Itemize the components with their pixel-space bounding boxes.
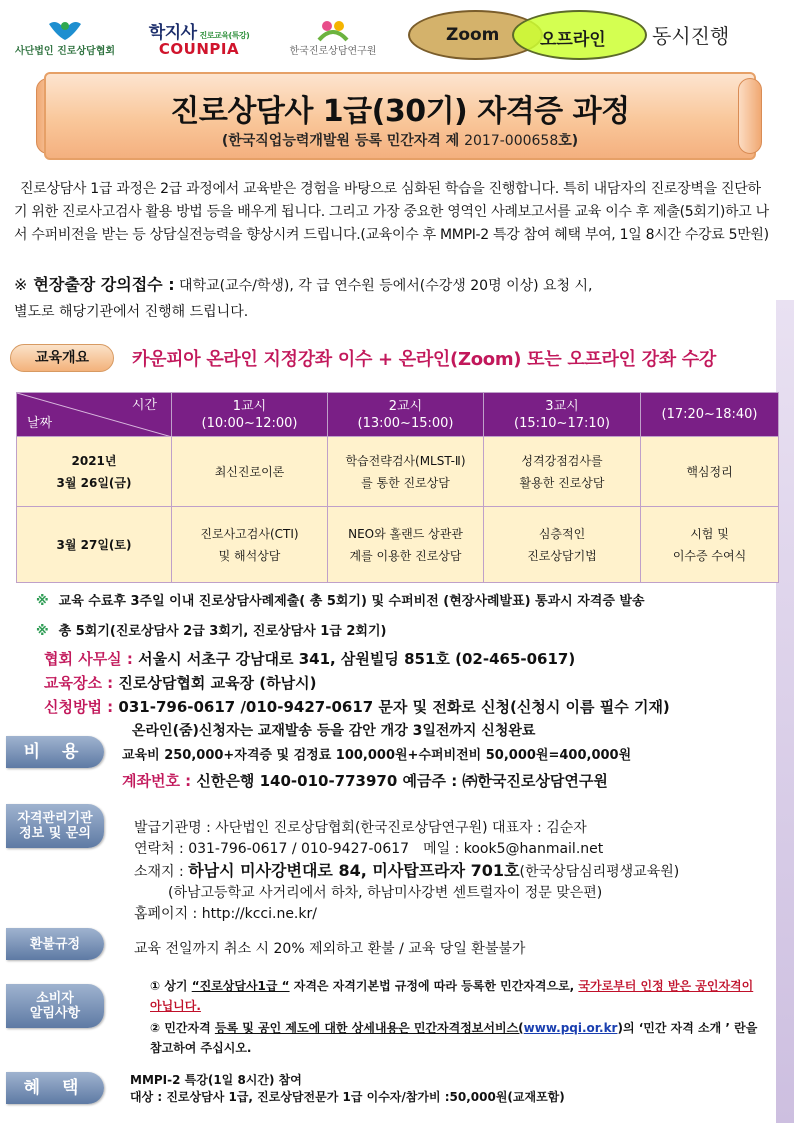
schedule-table (16, 392, 779, 583)
association-logo-icon (47, 18, 83, 42)
schedule-cell: 심층적인 진로상담기법 (484, 507, 641, 583)
overview-tab: 교육개요 (10, 344, 114, 372)
overview-text: 카운피아 온라인 지정강좌 이수 + 온라인(Zoom) 또는 오프라인 강좌 수강 (132, 349, 716, 370)
refund-pill: 환불규정 (6, 928, 104, 960)
date-cell: 3월 27일(토) (17, 507, 172, 583)
venn-offline: 오프라인 (512, 10, 647, 60)
apply-info: 신청방법 : 031-796-0617 /010-9427-0617 문자 및 전화로 신청(신청시 이름 필수 기재) (44, 698, 670, 716)
contact-pill: 자격관리기관 정보 및 문의 (6, 804, 104, 848)
fee-text: 교육비 250,000+자격증 및 검정료 100,000원+수퍼비전비 50,000원=400,000원 (122, 748, 632, 763)
logo-career-institute: 한국진로상담연구원 (268, 18, 398, 57)
logo2-main: 학지사 (148, 23, 197, 43)
venn-zoom: Zoom (408, 10, 543, 60)
office-info: 협회 사무실 : 서울시 서초구 강남대로 341, 삼원빌딩 851호 (02-465-0617) (44, 650, 576, 668)
zoom-offline-venn (408, 10, 648, 60)
institute-logo-icon (315, 18, 351, 42)
account-info: 계좌번호 : 신한은행 140-010-773970 예금주 : ㈜한국진로상담연구원 (122, 772, 608, 790)
page-title: 진로상담사 1급(30기) 자격증 과정 (170, 94, 630, 129)
schedule-cell: NEO와 홀랜드 상관관 계를 이용한 진로상담 (328, 507, 484, 583)
schedule-header-row (17, 393, 779, 437)
note-certificate: ※ 교육 수료후 3주일 이내 진로상담사례제출( 총 5회기) 및 수퍼비전 (현장사례발표) 통과시 자격증 발송 (36, 594, 645, 609)
registration-subtitle: (한국직업능력개발원 등록 민간자격 제 2017-000658호) (221, 133, 579, 149)
table-row (17, 507, 779, 583)
intro-paragraph: 진로상담사 1급 과정은 2급 과정에서 교육받은 경험을 바탕으로 심화된 학습을 진행합니다. 특히 내담자의 진로장벽을 진단하기 위한 진로사고검사 활용 방법 등을 배우게 됩니다. 그리고 가장 중요한 영역인 사례보고서를 교육 이수 후 제출(5회기)하고 나서 수퍼비전을 받는 등 상담실전능력을 향상시켜 드립니다.(교육이수 후 MMPI-2 특강 참여 혜택 부여, 1일 8시간 수강료 5만원) (14, 181, 769, 243)
place-info: 교육장소 : 진로상담협회 교육장 (하남시) (44, 674, 317, 692)
logo2-sub-small: 진로교육(특강) (199, 31, 250, 40)
refund-text: 교육 전일까지 취소 시 20% 제외하고 환불 / 교육 당일 환불불가 (134, 941, 526, 957)
table-row (17, 437, 779, 507)
note-sessions: ※ 총 5회기(진로상담사 2급 3회기, 진로상담사 1급 2회기) (36, 624, 387, 639)
period-header: (17:20~18:40) (641, 393, 779, 437)
schedule-cell: 성격강점검사를 활용한 진로상담 (484, 437, 641, 507)
schedule-corner-cell: 시간 날짜 (17, 393, 172, 437)
logo-career-counseling-association: 사단법인 진로상담협회 (10, 18, 120, 57)
logo-counpia (124, 18, 274, 58)
logo2-brand: COUNPIA (158, 40, 240, 58)
notice-pill: 소비자 알림사항 (6, 984, 104, 1028)
schedule-cell: 학습전략검사(MLST-Ⅱ) 를 통한 진로상담 (328, 437, 484, 507)
period-header: 1교시 (10:00~12:00) (172, 393, 328, 437)
online-apply-info: 온라인(줌)신청자는 교재발송 등을 감안 개강 3일전까지 신청완료 (132, 723, 536, 739)
period-header: 3교시 (15:10~17:10) (484, 393, 641, 437)
schedule-cell: 핵심정리 (641, 437, 779, 507)
benefit-pill: 혜 택 (6, 1072, 104, 1104)
cost-pill: 비 용 (6, 736, 104, 768)
pqi-link[interactable]: www.pqi.or.kr (523, 1021, 618, 1035)
date-cell: 2021년 3월 26일(금) (17, 437, 172, 507)
consumer-notice: ① 상기 “진로상담사1급 “ 자격은 자격기본법 규정에 따라 등록한 민간자격으로, 국가로부터 인정 받은 공인자격이 아닙니다. ② 민간자격 등록 및 공인 제도에 대한 상세내용은 민간자격정보서비스(www.pqi.or.kr)의 ‘민간 자격 소개 ’ 란을 참고하여 주십시오. (150, 979, 758, 1055)
simultaneous-label: 동시진행 (652, 24, 730, 48)
schedule-cell: 최신진로이론 (172, 437, 328, 507)
schedule-cell: 진로사고검사(CTI) 및 해석상담 (172, 507, 328, 583)
onsite-lecture-notice: ※ 현장출장 강의접수 : 대학교(교수/학생), 각 급 연수원 등에서(수강생 20명 이상) 요청 시, 별도로 해당기관에서 진행해 드립니다. (14, 275, 593, 320)
contact-info: 발급기관명 : 사단법인 진로상담협회(한국진로상담연구원) 대표자 : 김순자 연락처 : 031-796-0617 / 010-9427-0617 메일 : kook5@hanmail.net 소재지 : 하남시 미사강변대로 84, 미사탑프라자 701호(한국상담심리평생교육원) (하남고등학교 사거리에서 하차, 하남미사강변 센트럴자이 정문 맞은편) 홈페이지 : http://kcci.ne.kr/ (134, 820, 680, 922)
schedule-cell: 시험 및 이수증 수여식 (641, 507, 779, 583)
period-header: 2교시 (13:00~15:00) (328, 393, 484, 437)
benefit-text: MMPI-2 특강(1일 8시간) 참여 대상 : 진로상담사 1급, 진로상담전문가 1급 이수자/참가비 :50,000원(교재포함) (130, 1073, 565, 1104)
